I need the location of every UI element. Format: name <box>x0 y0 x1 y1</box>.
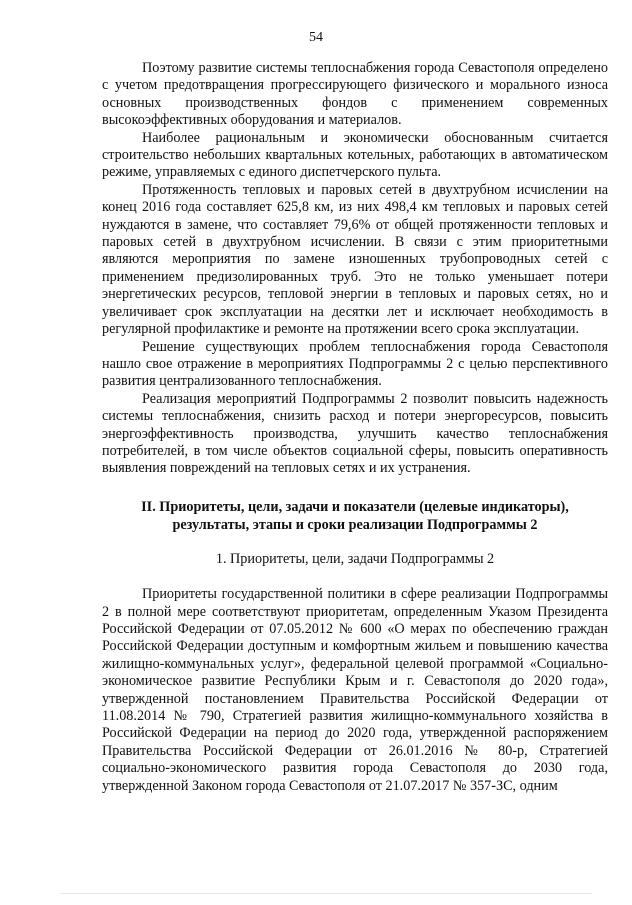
document-body <box>102 60 608 795</box>
paragraph-boiler-construction: Наиболее рациональным и экономически обоснованным считается строительство небольших квартальных котельных, работающих в автоматическом режиме, управляемых с единого диспетчерского пульта. <box>102 129 608 181</box>
section-heading: II. Приоритеты, цели, задачи и показатели (целевые индикаторы), результаты, этапы и сроки реализации Подпрограммы 2 <box>141 498 569 533</box>
paragraph-state-policy-priorities: Приоритеты государственной политики в сфере реализации Подпрограммы 2 в полной мере соответствуют приоритетам, определенным Указом Президента Российской Федерации от 07.05.2012 № 600 «О мерах по обеспечению граждан Российской Федерации доступным и комфортным жильем и повышению качества жилищно-коммунальных услуг», федеральной целевой программой «Социально-экономическое развитие Республики Крым и г. Севастополя до 2020 года», утвержденной постановлением Правительства Российской Федерации от 11.08.2014 № 790, Стратегией развития жилищно-коммунального хозяйства в Российской Федерации на период до 2020 года, утвержденной распоряжением Правительства Российской Федерации от 26.01.2016 № 80-р, Стратегией социально-экономического развития города Севастополя до 2030 года, утвержденной Законом города Севастополя от 21.07.2017 № 357-ЗС, одним <box>102 586 608 794</box>
paragraph-implementation: Реализация мероприятий Подпрограммы 2 позволит повысить надежность системы теплоснабжения, снизить расход и потери энергоресурсов, повысить энергоэффективность производства, улучшить качество теплоснабжения потребителей, в том числе объектов социальной сферы, повысить оперативность выявления повреждений на тепловых сетях и их устранения. <box>102 390 608 477</box>
paragraph-problem-solution: Решение существующих проблем теплоснабжения города Севастополя нашло свое отражение в мероприятиях Подпрограммы 2 с целью перспективного развития централизованного теплоснабжения. <box>102 338 608 390</box>
page-number: 54 <box>309 30 323 45</box>
page-bottom-edge <box>60 893 592 894</box>
paragraph-system-development: Поэтому развитие системы теплоснабжения города Севастополя определено с учетом предотвращения прогрессирующего физического и морального износа основных производственных фондов с применением современных высокоэффективных оборудования и материалов. <box>102 60 608 129</box>
subsection-heading: 1. Приоритеты, цели, задачи Подпрограммы 2 <box>215 550 495 567</box>
paragraph-network-length: Протяженность тепловых и паровых сетей в двухтрубном исчислении на конец 2016 года составляет 625,8 км, из них 498,4 км тепловых и паровых сетей нуждаются в замене, что составляет 79,6% от общей протяженности тепловых и паровых сетей в двухтрубном исчислении. В связи с этим приоритетными являются мероприятия по замене изношенных трубопроводных сетей с применением предизолированных труб. Это не только уменьшает потери энергетических ресурсов, тепловой энергии в тепловых и паровых сетях, но и увеличивает срок эксплуатации на десятки лет и исключает необходимость в регулярной профилактике и ремонте на протяжении всего срока эксплуатации. <box>102 181 608 338</box>
